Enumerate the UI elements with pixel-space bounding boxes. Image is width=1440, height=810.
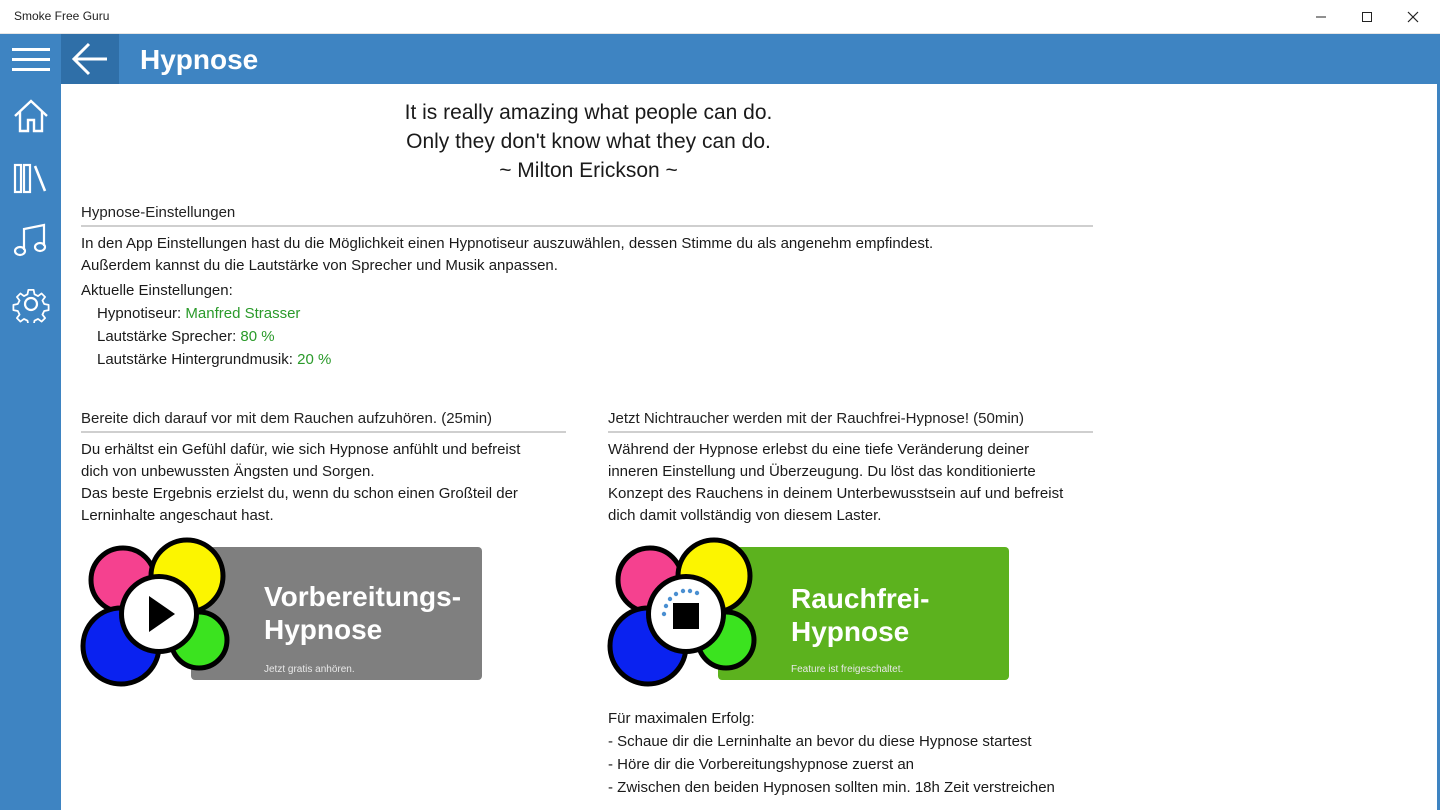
main-content xyxy=(61,84,1437,810)
prep-card-title-line: Hypnose xyxy=(264,614,383,645)
settings-divider xyxy=(81,225,1093,227)
prep-flower-logo xyxy=(79,534,239,694)
prep-desc-line: dich von unbewussten Ängsten und Sorgen. xyxy=(81,463,375,480)
tip-item: - Schaue dir die Lerninhalte an bevor du diese Hypnose startest xyxy=(608,733,1032,750)
quote-block xyxy=(361,98,816,185)
speaker-volume-setting xyxy=(97,326,275,348)
arrow-left-icon xyxy=(70,41,110,77)
music-icon xyxy=(13,223,49,259)
smokefree-flower-logo xyxy=(606,534,766,694)
prep-card-subtitle: Jetzt gratis anhören. xyxy=(264,664,355,675)
music-volume-value: 20 % xyxy=(297,351,332,368)
prep-desc-line: Du erhältst ein Gefühl dafür, wie sich Hypnose anfühlt und befreist xyxy=(81,441,521,458)
sidebar-item-library[interactable] xyxy=(0,148,61,208)
music-volume-label: Lautstärke Hintergrundmusik: xyxy=(97,351,293,368)
hamburger-icon[interactable] xyxy=(0,34,61,84)
window-titlebar xyxy=(0,0,1440,34)
maximize-button[interactable] xyxy=(1344,0,1390,34)
quote-line: It is really amazing what people can do. xyxy=(404,101,773,124)
smokefree-desc-line: inneren Einstellung und Überzeugung. Du löst das konditionierte xyxy=(608,463,1036,480)
stop-icon[interactable] xyxy=(673,603,699,629)
app-bar xyxy=(0,34,1440,84)
prep-divider xyxy=(81,431,566,433)
home-icon xyxy=(13,98,49,134)
page-title: Hypnose xyxy=(140,44,259,75)
smokefree-desc-line: Während der Hypnose erlebst du eine tiefe Veränderung deiner xyxy=(608,441,1030,458)
prep-card-title xyxy=(264,580,461,646)
smokefree-heading: Jetzt Nichtraucher werden mit der Rauchfrei-Hypnose! (50min) xyxy=(608,410,1024,427)
settings-heading: Hypnose-Einstellungen xyxy=(81,204,236,221)
back-button[interactable] xyxy=(61,34,119,84)
tip-item: - Zwischen den beiden Hypnosen sollten min. 18h Zeit verstreichen xyxy=(608,779,1055,796)
smokefree-card-title xyxy=(791,582,929,648)
smokefree-desc-line: Konzept des Rauchens in deinem Unterbewusstsein auf und befreist xyxy=(608,485,1064,502)
sidebar-item-music[interactable] xyxy=(0,211,61,271)
prep-description xyxy=(81,439,571,527)
prep-heading: Bereite dich darauf vor mit dem Rauchen aufzuhören. (25min) xyxy=(81,410,493,427)
music-volume-setting xyxy=(97,349,331,371)
prep-desc-line: Lerninhalte angeschaut hast. xyxy=(81,507,274,524)
maximize-icon xyxy=(1361,11,1373,23)
smokefree-divider xyxy=(608,431,1093,433)
minimize-icon xyxy=(1315,11,1327,23)
hypnotist-value: Manfred Strasser xyxy=(185,305,301,322)
current-settings-label: Aktuelle Einstellungen: xyxy=(81,282,233,299)
library-icon xyxy=(13,160,49,196)
tips-heading: Für maximalen Erfolg: xyxy=(608,710,755,727)
prep-desc-line: Das beste Ergebnis erzielst du, wenn du schon einen Großteil der xyxy=(81,485,518,502)
smokefree-card-subtitle: Feature ist freigeschaltet. xyxy=(791,664,904,675)
prep-card-title-line: Vorbereitungs- xyxy=(264,581,462,612)
smokefree-card-title-line: Rauchfrei- xyxy=(791,583,930,614)
close-button[interactable] xyxy=(1390,0,1436,34)
hypnotist-label: Hypnotiseur: xyxy=(97,305,182,322)
smokefree-description xyxy=(608,439,1108,527)
app-title: Smoke Free Guru xyxy=(14,9,110,23)
settings-desc-line: Außerdem kannst du die Lautstärke von Sprecher und Musik anpassen. xyxy=(81,257,558,274)
quote-author: ~ Milton Erickson ~ xyxy=(499,159,678,182)
hypnotist-setting xyxy=(97,303,300,325)
gear-icon xyxy=(12,285,50,323)
close-icon xyxy=(1407,11,1419,23)
settings-desc-line: In den App Einstellungen hast du die Möglichkeit einen Hypnotiseur auszuwählen, dessen Stimme du als angenehm empfindest. xyxy=(81,235,934,252)
smokefree-card-title-line: Hypnose xyxy=(791,616,910,647)
speaker-volume-value: 80 % xyxy=(240,328,275,345)
sidebar-nav xyxy=(0,84,61,810)
settings-description xyxy=(81,233,1181,277)
smokefree-desc-line: dich damit vollständig von diesem Laster. xyxy=(608,507,882,524)
speaker-volume-label: Lautstärke Sprecher: xyxy=(97,328,237,345)
sidebar-item-settings[interactable] xyxy=(0,274,61,334)
sidebar-item-home[interactable] xyxy=(0,86,61,146)
quote-line: Only they don't know what they can do. xyxy=(406,130,771,153)
tip-item: - Höre dir die Vorbereitungshypnose zuerst an xyxy=(608,756,915,773)
minimize-button[interactable] xyxy=(1298,0,1344,34)
tips-list xyxy=(608,708,1168,799)
